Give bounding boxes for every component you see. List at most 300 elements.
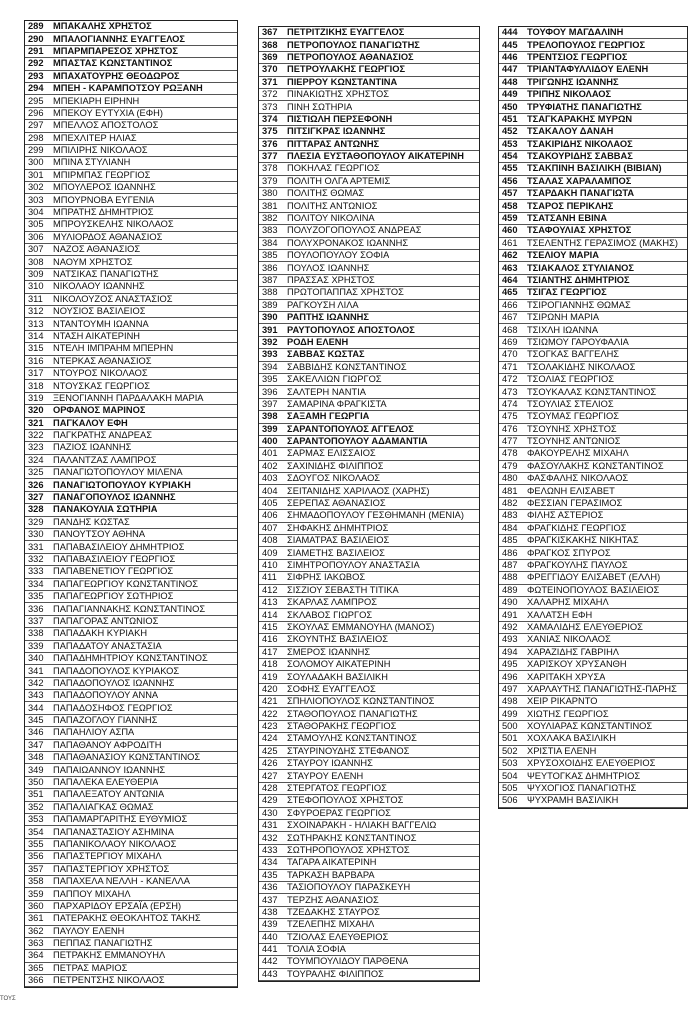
row-number: 489: [502, 584, 518, 595]
row-name: ΧΑΛΑΤΣΗ ΕΦΗ: [527, 609, 593, 620]
row-number: 444: [502, 27, 518, 38]
row-number: 475: [502, 411, 518, 422]
row-number: 466: [502, 299, 518, 310]
row-name: ΠΑΠΑΜΑΡΓΑΡΙΤΗΣ ΕΥΘΥΜΙΟΣ: [53, 814, 188, 825]
row-number: 434: [262, 857, 278, 868]
row-number: 467: [502, 312, 518, 323]
list-row: [25, 306, 237, 318]
row-name: ΝΤΑΣΗ ΑΙΚΑΤΕΡΙΝΗ: [53, 330, 141, 341]
row-number: 401: [262, 448, 278, 459]
row-name: ΤΟΥΜΠΟΥΛΙΔΟΥ ΠΑΡΘΕΝΑ: [287, 956, 409, 967]
row-number: 471: [502, 361, 518, 372]
list-row: [25, 219, 237, 231]
row-number: 385: [262, 250, 278, 261]
row-number: 307: [28, 244, 44, 255]
row-number: 315: [28, 343, 44, 354]
row-number: 500: [502, 721, 518, 732]
row-name: ΠΑΠΑΔΟΠΟΥΛΟΥ ΑΝΝΑ: [53, 690, 159, 701]
row-number: 330: [28, 529, 44, 540]
row-name: ΠΑΠΑΓΙΑΝΝΑΚΗΣ ΚΩΝΣΤΑΝΤΙΝΟΣ: [53, 603, 206, 614]
row-name: ΣΑΧΙΝΙΔΗΣ ΦΙΛΙΠΠΟΣ: [287, 460, 384, 471]
list-row: [499, 386, 687, 398]
row-number: 461: [502, 237, 518, 248]
list-row: [25, 591, 237, 603]
row-number: 393: [262, 349, 278, 360]
row-name: ΝΤΕΡΚΑΣ ΑΘΑΝΑΣΙΟΣ: [53, 355, 152, 366]
row-number: 304: [28, 207, 44, 218]
list-row: [25, 678, 237, 690]
list-row: [259, 808, 479, 820]
row-number: 450: [502, 101, 518, 112]
row-number: 443: [262, 968, 278, 979]
row-number: 498: [502, 696, 518, 707]
row-number: 447: [502, 64, 518, 75]
list-row: [499, 795, 687, 807]
list-row: [25, 926, 237, 938]
row-number: 317: [28, 368, 44, 379]
list-row: [259, 944, 479, 956]
row-number: 476: [502, 423, 518, 434]
row-name: ΠΑΝΑΓΟΠΟΥΛΟΣ ΙΩΑΝΝΗΣ: [53, 492, 176, 503]
row-number: 411: [262, 572, 277, 583]
row-name: ΜΠΙΛΙΡΗΣ ΝΙΚΟΛΑΟΣ: [53, 145, 148, 156]
list-row: [259, 820, 479, 832]
row-name: ΤΡΕΛΟΠΟΥΛΟΣ ΓΕΩΡΓΙΟΣ: [527, 39, 646, 50]
row-name: ΤΑΓΑΡΑ ΑΙΚΑΤΕΡΙΝΗ: [287, 857, 377, 868]
list-row: [259, 510, 479, 522]
row-name: ΠΑΝΟΥΤΣΟΥ ΑΘΗΝΑ: [53, 529, 146, 540]
row-number: 323: [28, 442, 44, 453]
list-row: [25, 21, 237, 33]
row-number: 408: [262, 535, 278, 546]
list-row: [259, 746, 479, 758]
list-row: [259, 857, 479, 869]
row-name: ΧΡΙΣΤΙΑ ΕΛΕΝΗ: [527, 745, 597, 756]
row-number: 433: [262, 844, 278, 855]
list-row: [499, 448, 687, 460]
row-number: 406: [262, 510, 278, 521]
row-name: ΧΙΩΤΗΣ ΓΕΩΡΓΙΟΣ: [527, 708, 609, 719]
list-row: [499, 560, 687, 572]
row-number: 388: [262, 287, 278, 298]
row-name: ΣΔΟΥΓΟΣ ΝΙΚΟΛΑΟΣ: [287, 473, 381, 484]
row-name: ΤΡΥΦΙΑΤΗΣ ΠΑΝΑΓΙΩΤΗΣ: [527, 101, 642, 112]
row-number: 376: [262, 138, 278, 149]
list-row: [259, 585, 479, 597]
list-row: [25, 764, 237, 776]
list-row: [259, 64, 479, 76]
list-row: [259, 238, 479, 250]
list-row: [25, 740, 237, 752]
list-row: [259, 349, 479, 361]
list-row: [259, 163, 479, 175]
row-name: ΝΤΕΛΗ ΙΜΠΡΑΗΜ ΜΠΕΡΗΝ: [53, 343, 174, 354]
list-row: [499, 758, 687, 770]
row-name: ΝΤΟΥΡΟΣ ΝΙΚΟΛΑΟΣ: [53, 368, 148, 379]
list-row: [25, 492, 237, 504]
list-row: [259, 424, 479, 436]
row-number: 487: [502, 559, 518, 570]
list-row: [499, 101, 687, 113]
list-row: [499, 597, 687, 609]
row-name: ΠΑΝΑΓΙΩΤΟΠΟΥΛΟΥ ΚΥΡΙΑΚΗ: [53, 479, 191, 490]
row-number: 324: [28, 454, 44, 465]
row-name: ΤΖΕΛΕΠΗΣ ΜΙΧΑΗΛ: [287, 919, 375, 930]
row-number: 348: [28, 752, 44, 763]
list-row: [25, 789, 237, 801]
list-row: [259, 114, 479, 126]
list-row: [25, 170, 237, 182]
row-number: 359: [28, 888, 44, 899]
row-number: 436: [262, 882, 278, 893]
list-row: [25, 963, 237, 975]
row-number: 454: [502, 151, 518, 162]
list-row: [25, 71, 237, 83]
list-row: [259, 684, 479, 696]
list-row: [25, 467, 237, 479]
list-row: [259, 89, 479, 101]
row-number: 328: [28, 504, 44, 515]
list-row: [25, 603, 237, 615]
list-row: [25, 517, 237, 529]
row-number: 405: [262, 498, 278, 509]
row-name: ΣΕΡΕΠΑΣ ΑΘΑΝΑΣΙΟΣ: [287, 498, 386, 509]
row-number: 346: [28, 727, 44, 738]
row-number: 460: [502, 225, 518, 236]
list-row: [259, 52, 479, 64]
row-number: 449: [502, 89, 518, 100]
row-name: ΤΣΙΓΑΣ ΓΕΩΡΓΙΟΣ: [527, 287, 607, 298]
row-name: ΠΟΛΥΖΟΓΟΠΟΥΛΟΣ ΑΝΔΡΕΑΣ: [287, 225, 422, 236]
row-name: ΜΠΕΧΛΙΤΕΡ ΗΛΙΑΣ: [53, 132, 137, 143]
list-row: [25, 58, 237, 70]
row-name: ΠΙΝΗ ΣΩΤΗΡΙΑ: [287, 101, 353, 112]
list-row: [25, 244, 237, 256]
list-row: [259, 213, 479, 225]
list-row: [259, 262, 479, 274]
list-row: [499, 498, 687, 510]
row-name: ΝΑΟΥΜ ΧΡΗΣΤΟΣ: [53, 256, 133, 267]
row-name: ΣΠΗΛΙΟΠΟΥΛΟΣ ΚΩΝΣΤΑΝΤΙΝΟΣ: [287, 696, 435, 707]
row-name: ΣΚΛΑΒΟΣ ΓΙΩΡΓΟΣ: [287, 609, 373, 620]
list-column-1: [24, 20, 238, 988]
list-row: [25, 839, 237, 851]
row-number: 375: [262, 126, 278, 137]
list-row: [25, 665, 237, 677]
row-name: ΠΑΠΑΔΟΠΟΥΛΟΣ ΙΩΑΝΝΗΣ: [53, 677, 175, 688]
row-name: ΠΕΠΠΑΣ ΠΑΝΑΓΙΩΤΗΣ: [53, 938, 153, 949]
row-name: ΠΑΠΑΛΙΑΓΚΑΣ ΘΩΜΑΣ: [53, 801, 154, 812]
list-row: [259, 225, 479, 237]
row-name: ΣΚΟΥΝΤΗΣ ΒΑΣΙΛΕΙΟΣ: [287, 634, 388, 645]
row-number: 473: [502, 386, 518, 397]
row-name: ΤΣΙΩΜΟΥ ΓΑΡΟΥΦΑΛΙΑ: [527, 336, 629, 347]
row-number: 445: [502, 39, 518, 50]
list-row: [499, 523, 687, 535]
row-number: 372: [262, 89, 278, 100]
list-row: [499, 250, 687, 262]
row-name: ΠΕΤΡΑΣ ΜΑΡΙΟΣ: [53, 962, 128, 973]
list-row: [259, 708, 479, 720]
list-row: [259, 932, 479, 944]
row-name: ΠΑΠΑΘΑΝΟΥ ΑΦΡΟΔΙΤΗ: [53, 739, 162, 750]
row-name: ΠΑΓΚΑΛΟΥ ΕΦΗ: [53, 417, 128, 428]
list-row: [499, 485, 687, 497]
row-name: ΣΗΜΑΔΟΠΟΥΛΟΥ ΓΕΣΘΗΜΑΝΗ (ΜΕΝΙΑ): [287, 510, 464, 521]
list-row: [259, 498, 479, 510]
row-name: ΦΙΛΗΣ ΑΣΤΕΡΙΟΣ: [527, 510, 604, 521]
list-column-2: [258, 26, 480, 982]
row-name: ΧΑΡΙΣΚΟΥ ΧΡΥΣΑΝΘΗ: [527, 659, 627, 670]
row-number: 426: [262, 758, 278, 769]
row-number: 391: [262, 324, 278, 335]
row-name: ΠΑΠΑΖΟΓΛΟΥ ΓΙΑΝΝΗΣ: [53, 715, 158, 726]
row-number: 402: [262, 460, 278, 471]
list-row: [25, 579, 237, 591]
list-row: [259, 101, 479, 113]
row-name: ΠΑΝΑΓΙΩΤΟΠΟΥΛΟΥ ΜΙΛΕΝΑ: [53, 467, 183, 478]
row-name: ΧΟΧΛΑΚΑ ΒΑΣΙΛΙΚΗ: [527, 733, 616, 744]
row-number: 383: [262, 225, 278, 236]
row-name: ΠΑΠΑΔΑΚΗ ΚΥΡΙΑΚΗ: [53, 628, 148, 639]
row-name: ΣΤΕΡΓΑΤΟΣ ΓΕΩΡΓΙΟΣ: [287, 783, 387, 794]
row-name: ΠΑΠΑΒΑΣΙΛΕΙΟΥ ΓΕΩΡΓΙΟΣ: [53, 553, 176, 564]
row-number: 484: [502, 522, 518, 533]
row-name: ΣΙΦΡΗΣ ΙΑΚΩΒΟΣ: [287, 572, 366, 583]
row-number: 320: [28, 405, 44, 416]
row-number: 469: [502, 336, 518, 347]
row-number: 297: [28, 120, 44, 131]
row-number: 308: [28, 256, 44, 267]
row-name: ΤΣΑΡΟΣ ΠΕΡΙΚΛΗΣ: [527, 200, 614, 211]
row-number: 355: [28, 838, 44, 849]
list-row: [499, 39, 687, 51]
row-name: ΜΠΙΡΜΠΑΣ ΓΕΩΡΓΙΟΣ: [53, 169, 151, 180]
row-name: ΡΑΠΤΗΣ ΙΩΑΝΝΗΣ: [287, 312, 369, 323]
list-row: [259, 622, 479, 634]
row-number: 358: [28, 876, 44, 887]
list-row: [25, 888, 237, 900]
row-name: ΦΡΑΓΚΙΔΗΣ ΓΕΩΡΓΙΟΣ: [527, 522, 627, 533]
list-row: [25, 541, 237, 553]
row-number: 329: [28, 516, 44, 527]
row-number: 448: [502, 76, 518, 87]
list-row: [499, 733, 687, 745]
row-name: ΣΦΥΡΟΕΡΑΣ ΓΕΩΡΓΙΟΣ: [287, 807, 391, 818]
row-name: ΜΠΡΑΤΗΣ ΔΗΜΗΤΡΙΟΣ: [53, 207, 154, 218]
row-number: 404: [262, 485, 278, 496]
list-row: [25, 826, 237, 838]
row-name: ΤΑΡΚΑΣΗ ΒΑΡΒΑΡΑ: [287, 869, 375, 880]
row-name: ΠΙΣΤΙΩΛΗ ΠΕΡΣΕΦΟΝΗ: [287, 113, 393, 124]
list-row: [499, 659, 687, 671]
row-name: ΝΑΤΣΙΚΑΣ ΠΑΝΑΓΙΩΤΗΣ: [53, 269, 159, 279]
row-name: ΝΤΟΥΣΚΑΣ ΓΕΩΡΓΙΟΣ: [53, 380, 150, 391]
list-row: [259, 956, 479, 968]
row-name: ΜΠΡΟΥΣΚΕΛΗΣ ΝΙΚΟΛΑΟΣ: [53, 219, 174, 230]
row-number: 294: [28, 83, 44, 94]
row-number: 456: [502, 175, 518, 186]
list-row: [499, 89, 687, 101]
row-number: 335: [28, 591, 44, 602]
list-row: [259, 795, 479, 807]
row-number: 451: [502, 113, 518, 124]
row-name: ΣΑΛΤΕΡΗ ΝΑΝΤΙΑ: [287, 386, 366, 397]
list-row: [25, 504, 237, 516]
list-row: [259, 77, 479, 89]
row-number: 485: [502, 535, 518, 546]
row-number: 420: [262, 683, 278, 694]
list-row: [259, 659, 479, 671]
row-number: 458: [502, 200, 518, 211]
row-name: ΤΡΙΑΝΤΑΦΥΛΛΙΔΟΥ ΕΛΕΝΗ: [527, 64, 649, 75]
row-name: ΠΕΤΡΟΥΛΑΚΗΣ ΓΕΩΡΓΙΟΣ: [287, 64, 406, 75]
list-row: [259, 399, 479, 411]
list-row: [259, 535, 479, 547]
list-row: [25, 752, 237, 764]
row-name: ΠΑΥΛΟΥ ΕΛΕΝΗ: [53, 925, 125, 936]
row-number: 292: [28, 58, 44, 69]
list-row: [25, 368, 237, 380]
row-name: ΤΣΕΛΕΝΤΗΣ ΓΕΡΑΣΙΜΟΣ (ΜΑΚΗΣ): [527, 237, 678, 248]
list-row: [259, 894, 479, 906]
row-name: ΣΤΕΦΟΠΟΥΛΟΣ ΧΡΗΣΤΟΣ: [287, 795, 404, 806]
list-row: [259, 572, 479, 584]
row-number: 362: [28, 925, 44, 936]
row-number: 470: [502, 349, 518, 360]
row-number: 338: [28, 628, 44, 639]
list-row: [259, 386, 479, 398]
list-row: [25, 269, 237, 281]
row-number: 493: [502, 634, 518, 645]
row-number: 389: [262, 299, 278, 310]
row-number: 353: [28, 814, 44, 825]
list-row: [499, 64, 687, 76]
row-number: 496: [502, 671, 518, 682]
row-number: 347: [28, 739, 44, 750]
list-row: [499, 671, 687, 683]
list-row: [25, 380, 237, 392]
row-name: ΨΕΥΤΟΓΚΑΣ ΔΗΜΗΤΡΙΟΣ: [527, 770, 641, 781]
row-number: 310: [28, 281, 44, 292]
row-number: 341: [28, 665, 44, 676]
list-row: [25, 157, 237, 169]
row-name: ΣΑΚΕΛΛΙΩΝ ΓΙΩΡΓΟΣ: [287, 374, 382, 385]
row-name: ΜΠΟΥΡΝΟΒΑ ΕΥΓΕΝΙΑ: [53, 194, 155, 205]
row-name: ΠΟΛΙΤΟΥ ΝΙΚΟΛΙΝΑ: [287, 213, 375, 224]
row-name: ΠΑΡΧΑΡΙΔΟΥ ΕΡΣΑΪΑ (ΕΡΣΗ): [53, 900, 182, 911]
list-row: [259, 882, 479, 894]
list-row: [499, 52, 687, 64]
row-name: ΧΑΝΙΑΣ ΝΙΚΟΛΑΟΣ: [527, 634, 611, 645]
row-number: 399: [262, 423, 278, 434]
row-number: 407: [262, 522, 278, 533]
list-row: [259, 126, 479, 138]
row-name: ΧΑΜΑΛΙΔΗΣ ΕΛΕΥΘΕΡΙΟΣ: [527, 621, 643, 632]
row-number: 488: [502, 572, 518, 583]
row-number: 332: [28, 553, 44, 564]
list-row: [499, 114, 687, 126]
row-number: 422: [262, 708, 278, 719]
row-name: ΤΣΟΥΜΑΣ ΓΕΩΡΓΙΟΣ: [527, 411, 619, 422]
row-name: ΠΑΠΑΔΟΣΗΦΟΣ ΓΕΩΡΓΙΟΣ: [53, 702, 173, 713]
row-name: ΧΟΥΛΙΑΡΑΣ ΚΩΝΣΤΑΝΤΙΝΟΣ: [527, 721, 653, 732]
row-number: 442: [262, 956, 278, 967]
row-number: 322: [28, 430, 44, 441]
row-number: 412: [262, 584, 278, 595]
list-row: [259, 362, 479, 374]
list-row: [259, 250, 479, 262]
row-number: 309: [28, 269, 44, 279]
row-name: ΤΣΑΚΙΡΙΔΗΣ ΝΙΚΟΛΑΟΣ: [527, 138, 633, 149]
row-name: ΠΕΤΡΟΠΟΥΛΟΣ ΑΘΑΝΑΣΙΟΣ: [287, 51, 414, 62]
row-name: ΤΟΛΙΑ ΣΟΦΙΑ: [287, 944, 346, 955]
list-row: [25, 393, 237, 405]
list-row: [259, 547, 479, 559]
list-row: [259, 39, 479, 51]
list-row: [259, 411, 479, 423]
row-number: 455: [502, 163, 518, 174]
row-name: ΤΣΟΥΚΑΛΑΣ ΚΩΝΣΤΑΝΤΙΝΟΣ: [527, 386, 657, 397]
row-number: 483: [502, 510, 518, 521]
list-row: [499, 262, 687, 274]
list-row: [25, 120, 237, 132]
row-name: ΣΕΙΤΑΝΙΔΗΣ ΧΑΡΙΛΑΟΣ (ΧΑΡΗΣ): [287, 485, 430, 496]
row-name: ΤΖΙΟΛΑΣ ΕΛΕΥΘΕΡΙΟΣ: [287, 931, 389, 942]
row-number: 357: [28, 863, 44, 874]
row-name: ΣΩΤΗΡΑΚΗΣ ΚΩΝΣΤΑΝΤΙΝΟΣ: [287, 832, 417, 843]
row-name: ΤΣΟΥΛΙΑΣ ΣΤΕΛΙΟΣ: [527, 398, 614, 409]
list-row: [259, 758, 479, 770]
row-name: ΠΑΤΕΡΑΚΗΣ ΘΕΟΚΛΗΤΟΣ ΤΑΚΗΣ: [53, 913, 201, 924]
row-name: ΠΑΓΚΡΑΤΗΣ ΑΝΔΡΕΑΣ: [53, 430, 152, 441]
row-name: ΣΚΟΥΛΑΣ ΕΜΜΑΝΟΥΗΛ (ΜΑΝΟΣ): [287, 621, 435, 632]
row-name: ΠΑΠΑΓΟΡΑΣ ΑΝΤΩΝΙΟΣ: [53, 615, 159, 626]
list-row: [25, 108, 237, 120]
row-name: ΠΕΤΡΟΠΟΥΛΟΣ ΠΑΝΑΓΙΩΤΗΣ: [287, 39, 420, 50]
row-number: 503: [502, 758, 518, 769]
row-number: 481: [502, 485, 518, 496]
row-number: 497: [502, 683, 518, 694]
row-number: 339: [28, 640, 44, 651]
row-number: 477: [502, 436, 518, 447]
row-name: ΠΟΥΛΟΠΟΥΛΟΥ ΣΟΦΙΑ: [287, 250, 390, 261]
list-row: [259, 671, 479, 683]
row-name: ΦΡΕΓΓΙΔΟΥ ΕΛΙΣΑΒΕΤ (ΕΛΛΗ): [527, 572, 661, 583]
row-number: 437: [262, 894, 278, 905]
list-row: [25, 950, 237, 962]
row-number: 387: [262, 275, 278, 285]
row-name: ΣΑΡΑΝΤΟΠΟΥΛΟΣ ΑΓΓΕΛΟΣ: [287, 423, 414, 434]
list-row: [25, 702, 237, 714]
list-row: [499, 424, 687, 436]
row-name: ΠΑΠΑΒΕΝΕΤΙΟΥ ΓΕΩΡΓΙΟΣ: [53, 566, 174, 577]
list-row: [499, 300, 687, 312]
row-name: ΤΣΑΛΑΣ ΧΑΡΑΛΑΜΠΟΣ: [527, 175, 632, 186]
list-row: [25, 182, 237, 194]
row-name: ΝΤΑΝΤΟΥΜΗ ΙΩΑΝΝΑ: [53, 318, 149, 329]
list-row: [25, 95, 237, 107]
row-number: 342: [28, 677, 44, 688]
row-number: 438: [262, 906, 278, 917]
margin-note: ΤΟΥΣ: [0, 996, 16, 1002]
list-row: [25, 83, 237, 95]
list-row: [499, 374, 687, 386]
row-name: ΣΤΑΥΡΟΥ ΙΩΑΝΝΗΣ: [287, 758, 373, 769]
row-name: ΠΑΠΑΔΗΜΗΤΡΙΟΥ ΚΩΝΣΤΑΝΤΙΝΟΣ: [53, 653, 208, 664]
row-number: 462: [502, 250, 518, 261]
list-row: [499, 337, 687, 349]
